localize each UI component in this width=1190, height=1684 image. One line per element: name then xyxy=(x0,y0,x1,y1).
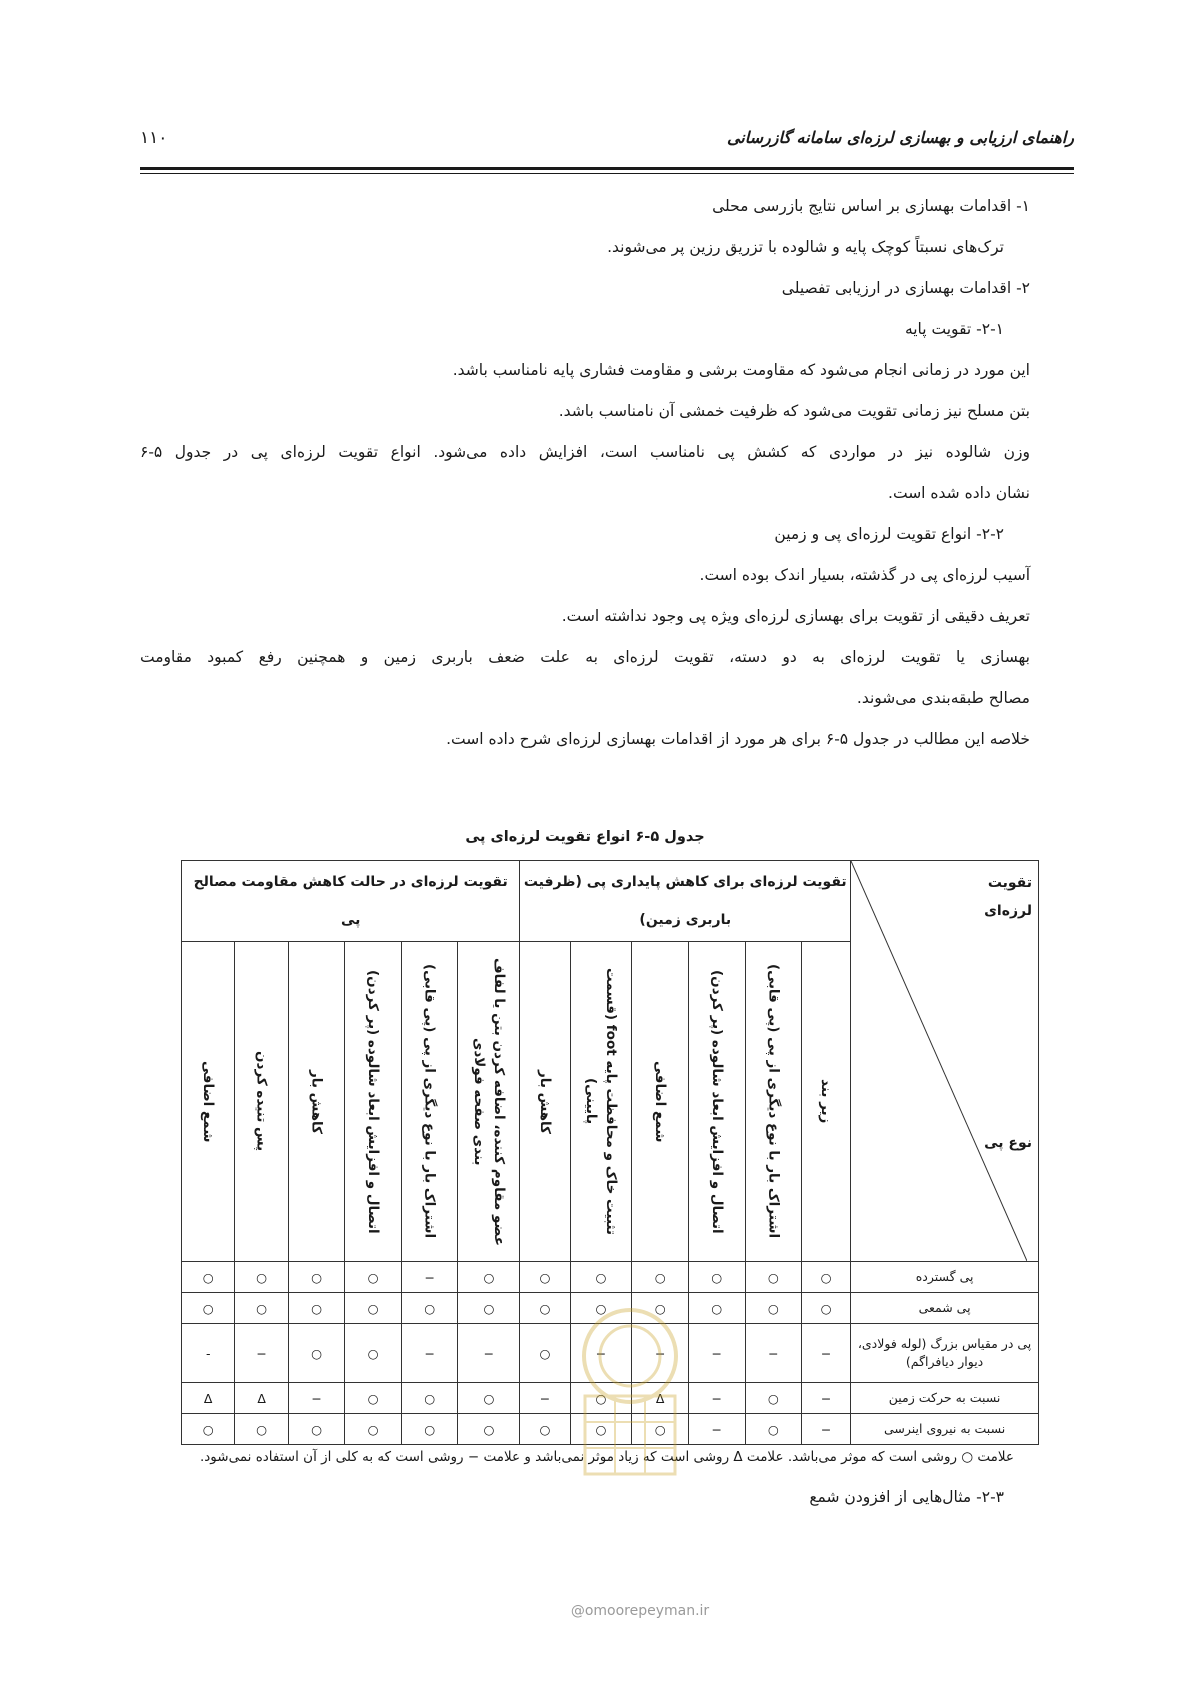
corner-header-reinforcement: تقویت لرزه‌ای xyxy=(984,875,1032,919)
table-cell: ○ xyxy=(288,1293,345,1324)
column-header-label: اشتراک بار با نوع دیگری از پی (پی قابی) xyxy=(421,964,438,1239)
table-cell: ○ xyxy=(745,1414,802,1445)
column-header xyxy=(182,942,235,1262)
row-header: نسبت به نیروی اینرسی xyxy=(851,1414,1039,1445)
header-rule-thin xyxy=(140,173,1074,174)
table-cell: Δ xyxy=(182,1383,235,1414)
group-header-bearing-capacity: تقویت لرزه‌ای برای کاهش پایداری پی (ظرفیت باربری زمین) xyxy=(520,861,851,942)
table-cell: − xyxy=(745,1324,802,1383)
table-cell: ○ xyxy=(745,1293,802,1324)
paragraph: وزن شالوده نیز در مواردی که کشش پی نامناسب است، افزایش داده می‌شود. انواع تقویت لرزه‌ای پی در جدول ۵-۶ xyxy=(140,443,1030,461)
column-header xyxy=(570,942,632,1262)
page-number: ۱۱۰ xyxy=(140,128,168,148)
table-cell: ○ xyxy=(570,1383,632,1414)
header-rule xyxy=(140,167,1074,170)
table-cell: ○ xyxy=(570,1414,632,1445)
table-cell: ○ xyxy=(632,1414,689,1445)
table-cell: − xyxy=(688,1383,745,1414)
table-cell: − xyxy=(632,1324,689,1383)
table-cell: ○ xyxy=(182,1414,235,1445)
table-cell: ○ xyxy=(632,1262,689,1293)
table-cell: ○ xyxy=(520,1324,570,1383)
row-header: نسبت به حرکت زمین xyxy=(851,1383,1039,1414)
table-caption: جدول ۵-۶ انواع تقویت لرزه‌ای پی xyxy=(465,829,705,845)
column-header-label: اتصال و افزایش ابعاد شالوده (پر کردن) xyxy=(708,969,725,1234)
table-cell: ○ xyxy=(345,1262,402,1293)
column-header xyxy=(632,942,689,1262)
column-header-label: کاهش بار xyxy=(536,1069,553,1134)
row-header: پی شمعی xyxy=(851,1293,1039,1324)
column-header-label: کاهش بار xyxy=(308,1069,325,1134)
table-cell: ○ xyxy=(235,1414,288,1445)
table-cell: ○ xyxy=(458,1262,520,1293)
table-cell: − xyxy=(458,1324,520,1383)
table-cell: ○ xyxy=(345,1414,402,1445)
row-header: پی در مقیاس بزرگ (لوله فولادی، دیوار دیافراگم) xyxy=(851,1324,1039,1383)
column-header xyxy=(458,942,520,1262)
table-cell: ○ xyxy=(802,1262,851,1293)
table-cell: ○ xyxy=(345,1324,402,1383)
column-header-label: اتصال و افزایش ابعاد شالوده (پر کردن) xyxy=(365,969,382,1234)
table-cell: − xyxy=(688,1414,745,1445)
group-header-material-strength: تقویت لرزه‌ای در حالت کاهش مقاومت مصالح پی xyxy=(182,861,520,942)
table-cell: ○ xyxy=(458,1293,520,1324)
table-cell: ○ xyxy=(401,1383,458,1414)
column-header xyxy=(235,942,288,1262)
table-cell: ○ xyxy=(745,1383,802,1414)
table-cell: Δ xyxy=(235,1383,288,1414)
subsection-heading-2-2: ۲-۲- انواع تقویت لرزه‌ای پی و زمین xyxy=(774,525,1004,543)
corner-header-foundation-type: نوع پی xyxy=(984,1135,1032,1151)
table-cell: ○ xyxy=(632,1293,689,1324)
table-cell: ○ xyxy=(570,1293,632,1324)
table-cell: ○ xyxy=(182,1293,235,1324)
table-cell: ○ xyxy=(345,1293,402,1324)
table-cell: ○ xyxy=(458,1414,520,1445)
table-cell: ○ xyxy=(520,1293,570,1324)
column-header-label: شمع اضافی xyxy=(652,1060,669,1143)
table-cell: − xyxy=(802,1324,851,1383)
table-cell: − xyxy=(520,1383,570,1414)
table-cell: ○ xyxy=(235,1262,288,1293)
table-cell: ○ xyxy=(520,1262,570,1293)
paragraph: خلاصه این مطالب در جدول ۵-۶ برای هر مورد از اقدامات بهسازی لرزه‌ای شرح داده است. xyxy=(446,730,1030,748)
column-header-label: تثبیت خاک و محافظت پایه foot (قسمت پایینی) xyxy=(582,968,619,1235)
paragraph: بهسازی یا تقویت لرزه‌ای به دو دسته، تقویت لرزه‌ای به علت ضعف باربری زمین و همچنین رفع کمبود مقاومت xyxy=(140,648,1030,666)
section-heading-2: ۲- اقدامات بهسازی در ارزیابی تفصیلی xyxy=(781,279,1030,297)
column-header-label: پس تنیده کردن xyxy=(253,1051,270,1152)
table-legend: علامت ○ روشی است که موثر می‌باشد. علامت Δ روشی است که زیاد موثر نمی‌باشد و علامت − روشی است که به کلی از آن استفاده نمی‌شود. xyxy=(200,1449,1014,1465)
column-header-label: زیر بند xyxy=(818,1079,835,1124)
paragraph: این مورد در زمانی انجام می‌شود که مقاومت برشی و مقاومت فشاری پایه نامناسب باشد. xyxy=(452,361,1030,379)
table-cell: ○ xyxy=(688,1262,745,1293)
column-header xyxy=(520,942,570,1262)
table-cell: - xyxy=(182,1324,235,1383)
table-cell: ○ xyxy=(182,1262,235,1293)
table-cell: − xyxy=(235,1324,288,1383)
table-cell: ○ xyxy=(288,1414,345,1445)
table-cell: − xyxy=(570,1324,632,1383)
watermark-site: @omoorepeyman.ir xyxy=(570,1603,710,1619)
table-cell: ○ xyxy=(458,1383,520,1414)
paragraph: مصالح طبقه‌بندی می‌شوند. xyxy=(856,689,1030,707)
table-cell: − xyxy=(688,1324,745,1383)
running-title: راهنمای ارزیابی و بهسازی لرزه‌ای سامانه گازرسانی xyxy=(726,128,1074,147)
paragraph: نشان داده شده است. xyxy=(888,484,1030,502)
table-cell: − xyxy=(802,1383,851,1414)
column-header xyxy=(401,942,458,1262)
paragraph: بتن مسلح نیز زمانی تقویت می‌شود که ظرفیت خمشی آن نامناسب باشد. xyxy=(558,402,1030,420)
table-cell: ○ xyxy=(401,1414,458,1445)
column-header xyxy=(688,942,745,1262)
section-heading-1: ۱- اقدامات بهسازی بر اساس نتایج بازرسی محلی xyxy=(712,197,1030,215)
paragraph: تعریف دقیقی از تقویت برای بهسازی لرزه‌ای ویژه پی وجود نداشته است. xyxy=(561,607,1030,625)
column-header-label: اشتراک بار با نوع دیگری از پی (پی قابی) xyxy=(765,964,782,1239)
column-header-label: عضو مقاوم کننده، اضافه کردن بتن یا لفاف بندی صفحه فولادی xyxy=(470,957,507,1246)
row-header: پی گسترده xyxy=(851,1262,1039,1293)
table-cell: ○ xyxy=(235,1293,288,1324)
column-header xyxy=(802,942,851,1262)
paragraph: ترک‌های نسبتاً کوچک پایه و شالوده با تزریق رزین پر می‌شوند. xyxy=(607,238,1004,256)
paragraph: آسیب لرزه‌ای پی در گذشته، بسیار اندک بوده است. xyxy=(699,566,1030,584)
subsection-heading-2-3: ۲-۳- مثال‌هایی از افزودن شمع xyxy=(809,1488,1004,1506)
table-cell: ○ xyxy=(802,1293,851,1324)
table-cell: ○ xyxy=(345,1383,402,1414)
table-cell: ○ xyxy=(288,1324,345,1383)
table-cell: − xyxy=(401,1324,458,1383)
column-header xyxy=(745,942,802,1262)
subsection-heading-2-1: ۲-۱- تقویت پایه xyxy=(904,320,1004,338)
table-cell: − xyxy=(802,1414,851,1445)
watermark-logo xyxy=(555,1296,705,1486)
table-cell: Δ xyxy=(632,1383,689,1414)
table-cell: ○ xyxy=(401,1293,458,1324)
table-cell: ○ xyxy=(288,1262,345,1293)
table-cell: ○ xyxy=(688,1293,745,1324)
column-header-label: شمع اضافی xyxy=(200,1060,217,1143)
table-row xyxy=(182,1262,1039,1293)
body-text xyxy=(140,186,1030,760)
table-cell: ○ xyxy=(520,1414,570,1445)
table-cell: − xyxy=(401,1262,458,1293)
table-cell: − xyxy=(288,1383,345,1414)
column-header xyxy=(288,942,345,1262)
table-corner-cell xyxy=(851,861,1039,1262)
table-cell: ○ xyxy=(570,1262,632,1293)
column-header xyxy=(345,942,402,1262)
table-cell: ○ xyxy=(745,1262,802,1293)
